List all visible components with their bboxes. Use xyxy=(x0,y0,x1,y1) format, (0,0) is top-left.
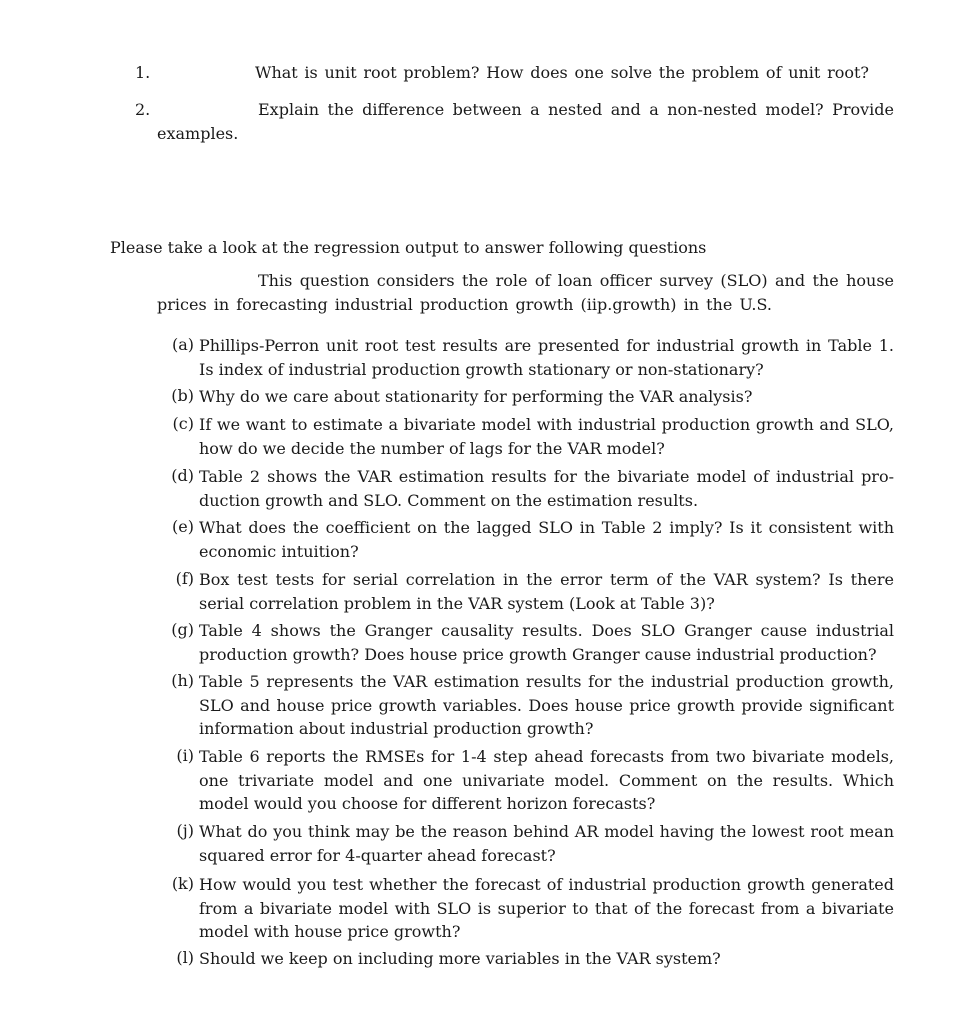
subquestion-line: Should we keep on including more variables in the VAR system? xyxy=(199,949,721,968)
subquestion-line: SLO and house price growth variables. Does house price growth provide significant xyxy=(199,695,894,715)
subquestion-label: (i) xyxy=(176,746,194,765)
subquestion-text xyxy=(199,385,894,409)
problem-statement-continuation: prices in forecasting industrial production growth (iip.growth) in the U.S. xyxy=(157,295,772,314)
subquestion-line: how do we decide the number of lags for the VAR model? xyxy=(199,438,665,458)
subquestion-line: model with house price growth? xyxy=(199,922,461,941)
subquestion-label: (k) xyxy=(171,874,194,893)
subquestion-text xyxy=(199,619,894,666)
subquestion-line: production growth? Does house price growth Granger cause industrial production? xyxy=(199,644,877,664)
subquestion-label: (a) xyxy=(171,335,194,354)
subquestion-text xyxy=(199,947,894,971)
instructions: Please take a look at the regression output to answer following questions xyxy=(110,238,707,257)
subquestion-label: (h) xyxy=(171,671,194,690)
question-text: What is unit root problem? How does one solve the problem of unit root? xyxy=(255,63,869,82)
subquestion-line: Is index of industrial production growth stationary or non-stationary? xyxy=(199,359,764,379)
subquestion-line: Table 6 reports the RMSEs for 1-4 step ahead forecasts from two bivariate models, xyxy=(199,747,894,766)
subquestion-line: economic intuition? xyxy=(199,541,359,561)
subquestion-line: Phillips-Perron unit root test results are presented for industrial growth in Table 1. xyxy=(199,336,894,355)
subquestion-label: (l) xyxy=(176,948,194,967)
subquestion-text xyxy=(199,516,894,563)
subquestion-label: (e) xyxy=(172,517,194,536)
subquestion-label: (d) xyxy=(171,466,194,485)
subquestion-line: What does the coefficient on the lagged SLO in Table 2 imply? Is it consistent with xyxy=(199,518,894,537)
question-text: Explain the difference between a nested and a non-nested model? Provide xyxy=(258,100,894,119)
subquestion-line: How would you test whether the forecast of industrial production growth generated xyxy=(199,875,894,894)
subquestion-text xyxy=(199,465,894,512)
subquestion-text xyxy=(199,820,894,867)
subquestion-text xyxy=(199,873,894,944)
subquestion-line: Box test tests for serial correlation in the error term of the VAR system? Is there xyxy=(199,570,894,589)
subquestion-line: Table 5 represents the VAR estimation results for the industrial production growth, xyxy=(199,672,894,691)
subquestion-text xyxy=(199,568,894,615)
subquestion-line: one trivariate model and one univariate model. Comment on the results. Which xyxy=(199,770,894,790)
subquestion-line: Why do we care about stationarity for performing the VAR analysis? xyxy=(199,387,753,406)
subquestion-line: Table 4 shows the Granger causality results. Does SLO Granger cause industrial xyxy=(199,621,894,640)
subquestion-line: If we want to estimate a bivariate model with industrial production growth and SLO, xyxy=(199,415,894,434)
subquestion-label: (g) xyxy=(171,620,194,639)
subquestion-line: model would you choose for different horizon forecasts? xyxy=(199,794,656,813)
question-text-continuation: examples. xyxy=(157,124,239,143)
problem-statement: This question considers the role of loan officer survey (SLO) and the house xyxy=(258,271,894,290)
subquestion-line: Table 2 shows the VAR estimation results for the bivariate model of industrial pro- xyxy=(199,467,894,486)
subquestion-label: (f) xyxy=(175,569,194,588)
question-number: 2. xyxy=(135,100,151,119)
subquestion-text xyxy=(199,334,894,381)
subquestion-line: What do you think may be the reason behind AR model having the lowest root mean xyxy=(199,822,894,841)
subquestion-line: squared error for 4-quarter ahead forecast? xyxy=(199,845,556,865)
subquestion-text xyxy=(199,670,894,741)
subquestion-line: information about industrial production growth? xyxy=(199,719,594,738)
subquestion-label: (j) xyxy=(176,821,194,840)
subquestion-label: (b) xyxy=(171,386,194,405)
subquestion-text xyxy=(199,745,894,816)
subquestion-line: from a bivariate model with SLO is superior to that of the forecast from a bivariate xyxy=(199,898,894,918)
subquestion-label: (c) xyxy=(172,414,194,433)
subquestion-line: duction growth and SLO. Comment on the estimation results. xyxy=(199,490,699,510)
subquestion-text xyxy=(199,413,894,460)
question-number: 1. xyxy=(135,63,151,82)
subquestion-line: serial correlation problem in the VAR system (Look at Table 3)? xyxy=(199,593,715,613)
